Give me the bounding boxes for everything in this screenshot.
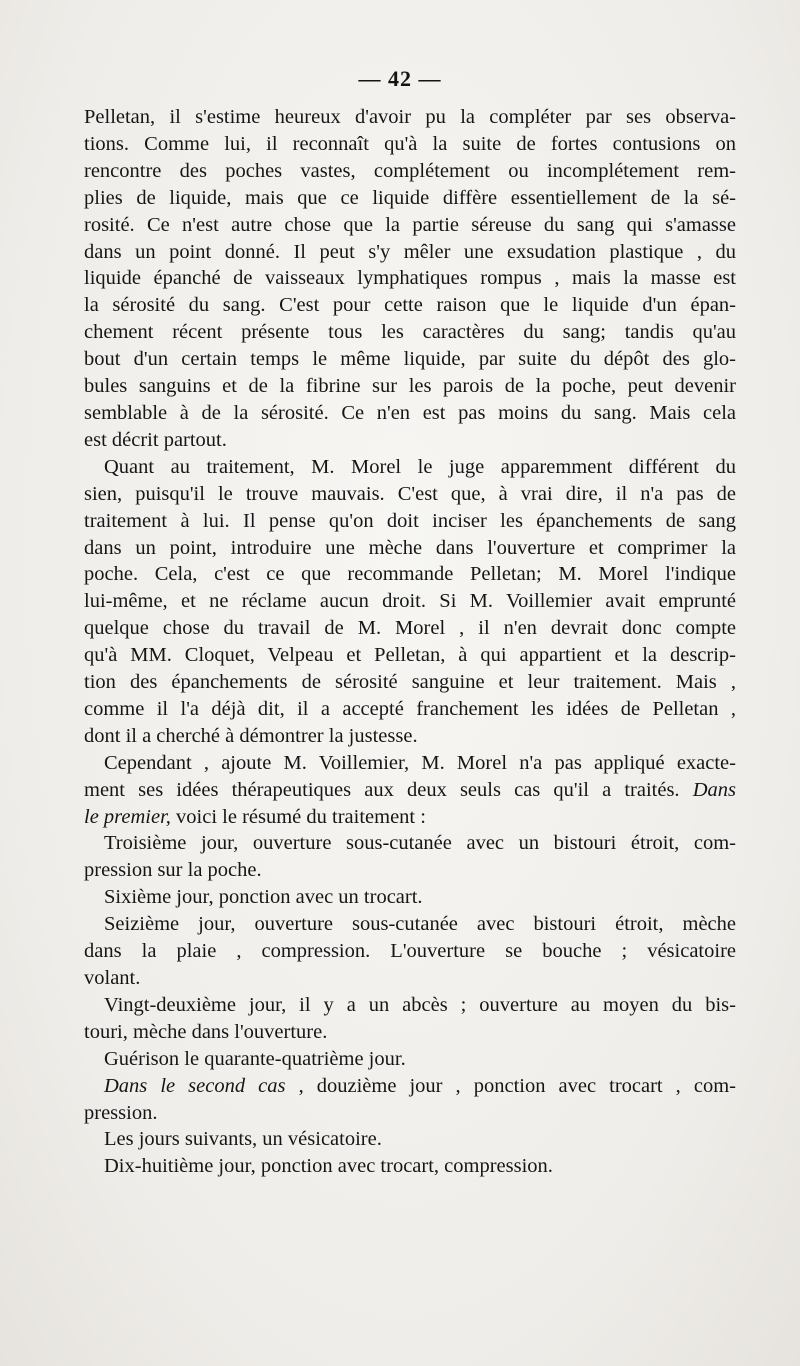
text-line	[84, 804, 736, 831]
text-line	[84, 535, 736, 562]
line-text: traitement à lui. Il pense qu'on doit inciser les épanchements de sang	[84, 509, 736, 532]
text-line	[84, 1019, 736, 1046]
text-line	[84, 696, 736, 723]
text-line	[84, 481, 736, 508]
line-text: touri, mèche dans l'ouverture.	[84, 1020, 328, 1043]
line-text: Sixième jour, ponction avec un trocart.	[104, 886, 423, 909]
text-line	[84, 723, 736, 750]
text-line	[84, 669, 736, 696]
body-text	[84, 104, 736, 1180]
line-text: Troisième jour, ouverture sous-cutanée avec un bistouri étroit, com-	[104, 832, 736, 855]
line-text: dans un point, introduire une mèche dans l'ouverture et comprimer la	[84, 536, 736, 559]
text-line	[84, 346, 736, 373]
italic-text: Dans le second cas	[104, 1074, 286, 1097]
text-line	[84, 1153, 736, 1180]
text-line	[84, 857, 736, 884]
line-text: bout d'un certain temps le même liquide, par suite du dépôt des glo-	[84, 348, 736, 371]
line-text: Seizième jour, ouverture sous-cutanée avec bistouri étroit, mèche	[104, 913, 736, 936]
line-text: Vingt-deuxième jour, il y a un abcès ; ouverture au moyen du bis-	[104, 993, 736, 1016]
line-text: dans un point donné. Il peut s'y mêler une exsudation plastique , du	[84, 240, 736, 263]
line-text: voici le résumé du traitement :	[176, 805, 426, 828]
text-line	[84, 1046, 736, 1073]
text-line	[84, 508, 736, 535]
text-line	[84, 104, 736, 131]
text-line	[84, 777, 736, 804]
line-text: Quant au traitement, M. Morel le juge apparemment différent du	[104, 455, 736, 478]
text-line	[84, 400, 736, 427]
line-text: est décrit partout.	[84, 428, 227, 451]
text-line	[84, 992, 736, 1019]
line-text: Les jours suivants, un vésicatoire.	[104, 1128, 382, 1151]
text-line	[84, 588, 736, 615]
line-text: quelque chose du travail de M. Morel , il n'en devrait donc compte	[84, 617, 736, 640]
text-line	[84, 292, 736, 319]
line-text: chement récent présente tous les caractères du sang; tandis qu'au	[84, 321, 736, 344]
text-line	[84, 1100, 736, 1127]
text-line	[84, 615, 736, 642]
text-line	[84, 131, 736, 158]
italic-text: Dans	[692, 778, 736, 801]
line-text: ment ses idées thérapeutiques aux deux seuls cas qu'il a traités.	[84, 778, 680, 801]
line-text: pression sur la poche.	[84, 859, 262, 882]
text-line	[84, 319, 736, 346]
text-line	[84, 830, 736, 857]
line-text: tions. Comme lui, il reconnaît qu'à la suite de fortes contusions on	[84, 132, 736, 155]
line-text: comme il l'a déjà dit, il a accepté franchement les idées de Pelletan ,	[84, 697, 736, 720]
text-line	[84, 239, 736, 266]
line-text: rosité. Ce n'est autre chose que la partie séreuse du sang qui s'amasse	[84, 213, 736, 236]
line-text: qu'à MM. Cloquet, Velpeau et Pelletan, à qui appartient et la descrip-	[84, 644, 736, 667]
text-line	[84, 427, 736, 454]
text-line	[84, 265, 736, 292]
line-text: Dix-huitième jour, ponction avec trocart, compression.	[104, 1155, 553, 1178]
line-text: la sérosité du sang. C'est pour cette raison que le liquide d'un épan-	[84, 294, 736, 317]
line-text: , douzième jour , ponction avec trocart , com-	[298, 1074, 736, 1097]
text-line	[84, 938, 736, 965]
line-text: dans la plaie , compression. L'ouverture se bouche ; vésicatoire	[84, 940, 736, 963]
line-text: plies de liquide, mais que ce liquide diffère essentiellement de la sé-	[84, 186, 736, 209]
line-text: volant.	[84, 967, 141, 989]
line-text: sien, puisqu'il le trouve mauvais. C'est que, à vrai dire, il n'a pas de	[84, 482, 736, 505]
line-text: tion des épanchements de sérosité sanguine et leur traitement. Mais ,	[84, 671, 736, 694]
text-line	[84, 454, 736, 481]
text-line	[84, 1126, 736, 1153]
text-line	[84, 212, 736, 239]
text-line	[84, 884, 736, 911]
line-text: Pelletan, il s'estime heureux d'avoir pu la compléter par ses observa-	[84, 106, 736, 128]
text-line	[84, 642, 736, 669]
text-line	[84, 750, 736, 777]
line-text: semblable à de la sérosité. Ce n'en est pas moins du sang. Mais cela	[84, 401, 736, 424]
text-line	[84, 1073, 736, 1100]
text-line	[84, 373, 736, 400]
line-text: lui-même, et ne réclame aucun droit. Si M. Voillemier avait emprunté	[84, 590, 736, 613]
text-line	[84, 965, 736, 992]
line-text: bules sanguins et de la fibrine sur les parois de la poche, peut devenir	[84, 375, 736, 398]
line-text: poche. Cela, c'est ce que recommande Pelletan; M. Morel l'indique	[84, 563, 736, 586]
line-text: pression.	[84, 1101, 158, 1124]
text-line	[84, 185, 736, 212]
text-line	[84, 158, 736, 185]
line-text: dont il a cherché à démontrer la justesse.	[84, 724, 418, 747]
line-text: Guérison le quarante-quatrième jour.	[104, 1047, 406, 1070]
line-text: Cependant , ajoute M. Voillemier, M. Morel n'a pas appliqué exacte-	[104, 751, 736, 774]
line-text: rencontre des poches vastes, complétement ou incomplétement rem-	[84, 159, 736, 182]
page-number: — 42 —	[358, 66, 442, 91]
text-line	[84, 911, 736, 938]
italic-text: le premier,	[84, 805, 171, 828]
line-text: liquide épanché de vaisseaux lymphatiques rompus , mais la masse est	[84, 267, 736, 290]
text-line	[84, 561, 736, 588]
